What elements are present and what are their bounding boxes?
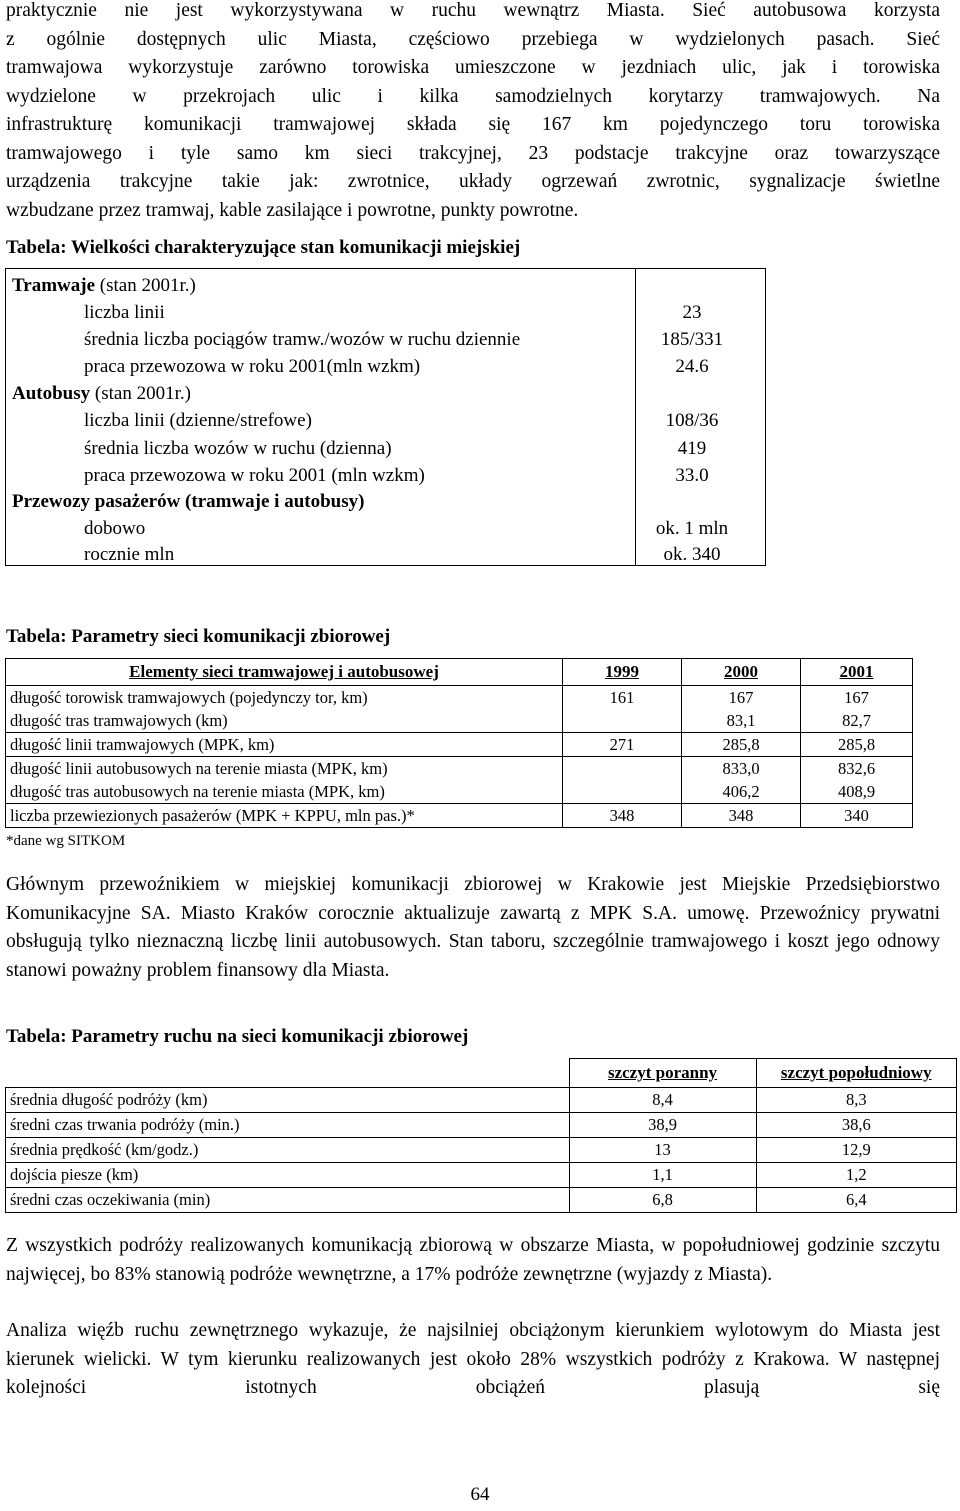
table3-value: 12,9 <box>756 1138 957 1163</box>
table2-header: 2000 <box>682 659 801 686</box>
intro-line: tramwajowa wykorzystuje zarówno torowiska umieszczone w jezdniach ulic, jak i torowiska <box>6 57 940 78</box>
table2-label-line: długość tras autobusowych na terenie miasta (MPK, km) <box>10 782 385 801</box>
table2-value: 167 <box>728 688 754 707</box>
table2-value: 833,0 <box>722 759 760 778</box>
paragraph-external: Analiza więźb ruchu zewnętrznego wykazuje, że najsilniej obciążonym kierunkiem wylotowym do Miasta jest kierunek wielicki. W tym kierunku realizowanych jest około 28% wszystkich podróży z Krakowa. W następnej kolejności istotnych obciążeń plasują się <box>6 1320 940 1398</box>
table1-label-text: średnia liczba wozów w ruchu (dzienna) <box>84 438 392 459</box>
table3-value: 6,4 <box>756 1188 957 1213</box>
table1-label-text: (stan 2001r.) <box>95 275 196 296</box>
table1-row-value: 24.6 <box>675 356 709 377</box>
intro-paragraph <box>6 0 940 225</box>
table1-row-value: ok. 340 <box>663 544 721 565</box>
table2-row-label <box>6 757 563 804</box>
table3 <box>5 1058 957 1213</box>
table1-label-text: rocznie mln <box>84 544 175 565</box>
table3-row-label: dojścia piesze (km) <box>6 1163 570 1188</box>
table2-value: 271 <box>609 735 635 754</box>
table2-value: 167 <box>844 688 869 707</box>
intro-line: wydzielone w przekrojach ulic i kilka samodzielnych korytarzy tramwajowych. Na <box>6 85 940 107</box>
table1-row <box>6 515 766 542</box>
table3-value: 6,8 <box>569 1188 756 1213</box>
table1-row <box>6 462 766 489</box>
table2-value: 340 <box>844 806 869 825</box>
table1-row-label <box>84 353 420 380</box>
table3-row-label: średnia prędkość (km/godz.) <box>6 1138 570 1163</box>
table1-row-value: 33.0 <box>675 465 709 486</box>
table2-cell-2000 <box>682 757 801 804</box>
intro-line: z ogólnie dostępnych ulic Miasta, częściowo przebiega w wydzielonych pasach. Sieć <box>6 28 940 50</box>
table1-row-label <box>84 462 425 489</box>
table3-row-label: średni czas trwania podróży (min.) <box>6 1113 570 1138</box>
table2-value: 161 <box>609 688 635 707</box>
table2-cell-1999 <box>563 733 682 757</box>
table2-row-label <box>6 686 563 733</box>
table1-row-label <box>84 299 165 326</box>
table2 <box>5 658 913 828</box>
table1-label-text: liczba linii <box>84 302 165 323</box>
table2-cell-2000 <box>682 733 801 757</box>
table1-row-value: ok. 1 mln <box>655 518 729 539</box>
table3-row <box>6 1088 957 1113</box>
table1-row <box>6 407 766 434</box>
table1-caption: Tabela: Wielkości charakteryzujące stan komunikacji miejskiej <box>6 237 521 258</box>
table1-row <box>6 272 766 299</box>
table2-header: 1999 <box>563 659 682 686</box>
table2-value: 348 <box>728 806 754 825</box>
table1-row <box>6 326 766 353</box>
table2-header: Elementy sieci tramwajowej i autobusowej <box>6 659 563 686</box>
table3-value: 38,9 <box>569 1113 756 1138</box>
table1-row-value: 185/331 <box>660 329 724 350</box>
table2-row <box>6 757 913 804</box>
table1-label-text: praca przewozowa w roku 2001 (mln wzkm) <box>84 465 425 486</box>
table3-row-label: średnia długość podróży (km) <box>6 1088 570 1113</box>
table3-caption: Tabela: Parametry ruchu na sieci komunikacji zbiorowej <box>6 1026 469 1047</box>
table2-header: 2001 <box>801 659 913 686</box>
table2-cell-2000 <box>682 686 801 733</box>
table3-value: 1,2 <box>756 1163 957 1188</box>
table3-row <box>6 1163 957 1188</box>
table2-cell-1999 <box>563 804 682 828</box>
table2-value: 83,1 <box>726 711 756 730</box>
table2-value: 82,7 <box>842 711 871 730</box>
table2-row-label <box>6 733 563 757</box>
intro-line: infrastrukturę komunikacji tramwajowej składa się 167 km pojedynczego toru torowiska <box>6 114 940 135</box>
page-number: 64 <box>470 1484 490 1505</box>
table2-caption: Tabela: Parametry sieci komunikacji zbiorowej <box>6 626 391 647</box>
table2-cell-2001 <box>801 804 913 828</box>
table1-row-label <box>12 380 191 407</box>
table1-row <box>6 299 766 326</box>
table1-row-label <box>84 541 174 568</box>
intro-line: urządzenia trakcyjne takie jak: zwrotnice, układy ogrzewań zwrotnic, sygnalizacje świetlne <box>6 171 940 192</box>
table3-row <box>6 1188 957 1213</box>
table2-row-label <box>6 804 563 828</box>
table2-cell-2000 <box>682 804 801 828</box>
table1-label-text: liczba linii (dzienne/strefowe) <box>84 410 312 431</box>
table1-row-label <box>84 407 312 434</box>
table1-row <box>6 541 766 568</box>
table1-label-text: (stan 2001r.) <box>90 383 191 404</box>
table2-label-line: liczba przewiezionych pasażerów (MPK + KPPU, mln pas.)* <box>10 806 415 825</box>
table1-row-value: 419 <box>677 438 707 459</box>
table1-row-label <box>12 272 196 299</box>
table2-cell-2001 <box>801 757 913 804</box>
table1-group-label: Przewozy pasażerów (tramwaje i autobusy) <box>12 491 365 512</box>
table1 <box>5 268 766 566</box>
table1-label-text: średnia liczba pociągów tramw./wozów w ruchu dziennie <box>84 329 521 350</box>
table1-row-value: 108/36 <box>665 410 719 431</box>
table1-row-label <box>84 326 520 353</box>
paragraph-operators: Głównym przewoźnikiem w miejskiej komunikacji zbiorowej w Krakowie jest Miejskie Przedsiębiorstwo Komunikacyjne SA. Miasto Kraków corocznie aktualizuje zawartą z MPK S.A. umowę. Przewoźnicy prywatni obsługują tylko nieznaczną liczbę linii autobusowych. Stan taboru, szczególnie tramwajowego i koszt jego odnowy stanowi poważny problem finansowy dla Miasta. <box>6 874 940 981</box>
table1-row-label <box>12 488 364 515</box>
table1-row <box>6 435 766 462</box>
table1-row <box>6 380 766 407</box>
table2-cell-2001 <box>801 733 913 757</box>
table2-row <box>6 733 913 757</box>
intro-line: tramwajowego i tyle samo km sieci trakcyjnej, 23 podstacje trakcyjne oraz towarzyszące <box>6 142 940 164</box>
table1-row <box>6 488 766 515</box>
paragraph-trips: Z wszystkich podróży realizowanych komunikacją zbiorową w obszarze Miasta, w popołudniowej godzinie szczytu najwięcej, bo 83% stanowią podróże wewnętrzne, a 17% podróże zewnętrzne (wyjazdy z Miasta). <box>6 1235 940 1285</box>
table1-label-text: praca przewozowa w roku 2001(mln wzkm) <box>84 356 421 377</box>
table1-row-value: 23 <box>682 302 702 323</box>
table3-row <box>6 1113 957 1138</box>
table3-value: 1,1 <box>569 1163 756 1188</box>
table3-header-empty <box>6 1059 570 1088</box>
table2-row <box>6 686 913 733</box>
table1-group-label: Tramwaje <box>12 275 96 296</box>
table1-row <box>6 353 766 380</box>
table2-value: 285,8 <box>837 735 876 754</box>
table3-value: 13 <box>569 1138 756 1163</box>
table2-cell-2001 <box>801 686 913 733</box>
table2-row <box>6 804 913 828</box>
table1-row-label <box>84 435 392 462</box>
table2-cell-1999 <box>563 757 682 804</box>
table2-label-line: długość tras tramwajowych (km) <box>10 711 228 730</box>
table3-header: szczyt popołudniowy <box>756 1059 957 1088</box>
table2-value: 408,9 <box>837 782 876 801</box>
table3-row-label: średni czas oczekiwania (min) <box>6 1188 570 1213</box>
table2-cell-1999 <box>563 686 682 733</box>
table2-value: 285,8 <box>722 735 760 754</box>
table2-value: 832,6 <box>837 759 876 778</box>
table3-value: 38,6 <box>756 1113 957 1138</box>
table3-row <box>6 1138 957 1163</box>
intro-line: wzbudzane przez tramwaj, kable zasilające i powrotne, punkty powrotne. <box>6 199 579 221</box>
table2-value: 406,2 <box>722 782 760 801</box>
intro-line: praktycznie nie jest wykorzystywana w ruchu wewnątrz Miasta. Sieć autobusowa korzysta <box>6 0 940 21</box>
table3-header: szczyt poranny <box>569 1059 756 1088</box>
table2-value: 348 <box>609 806 635 825</box>
table1-row-label <box>84 515 145 542</box>
table1-group-label: Autobusy <box>12 383 91 404</box>
table2-label-line: długość linii autobusowych na terenie miasta (MPK, km) <box>10 759 388 778</box>
table3-value: 8,3 <box>756 1088 957 1113</box>
table2-label-line: długość linii tramwajowych (MPK, km) <box>10 735 275 754</box>
table2-note: *dane wg SITKOM <box>6 833 126 849</box>
table1-label-text: dobowo <box>84 518 146 539</box>
table3-value: 8,4 <box>569 1088 756 1113</box>
table2-label-line: długość torowisk tramwajowych (pojedynczy tor, km) <box>10 688 368 707</box>
